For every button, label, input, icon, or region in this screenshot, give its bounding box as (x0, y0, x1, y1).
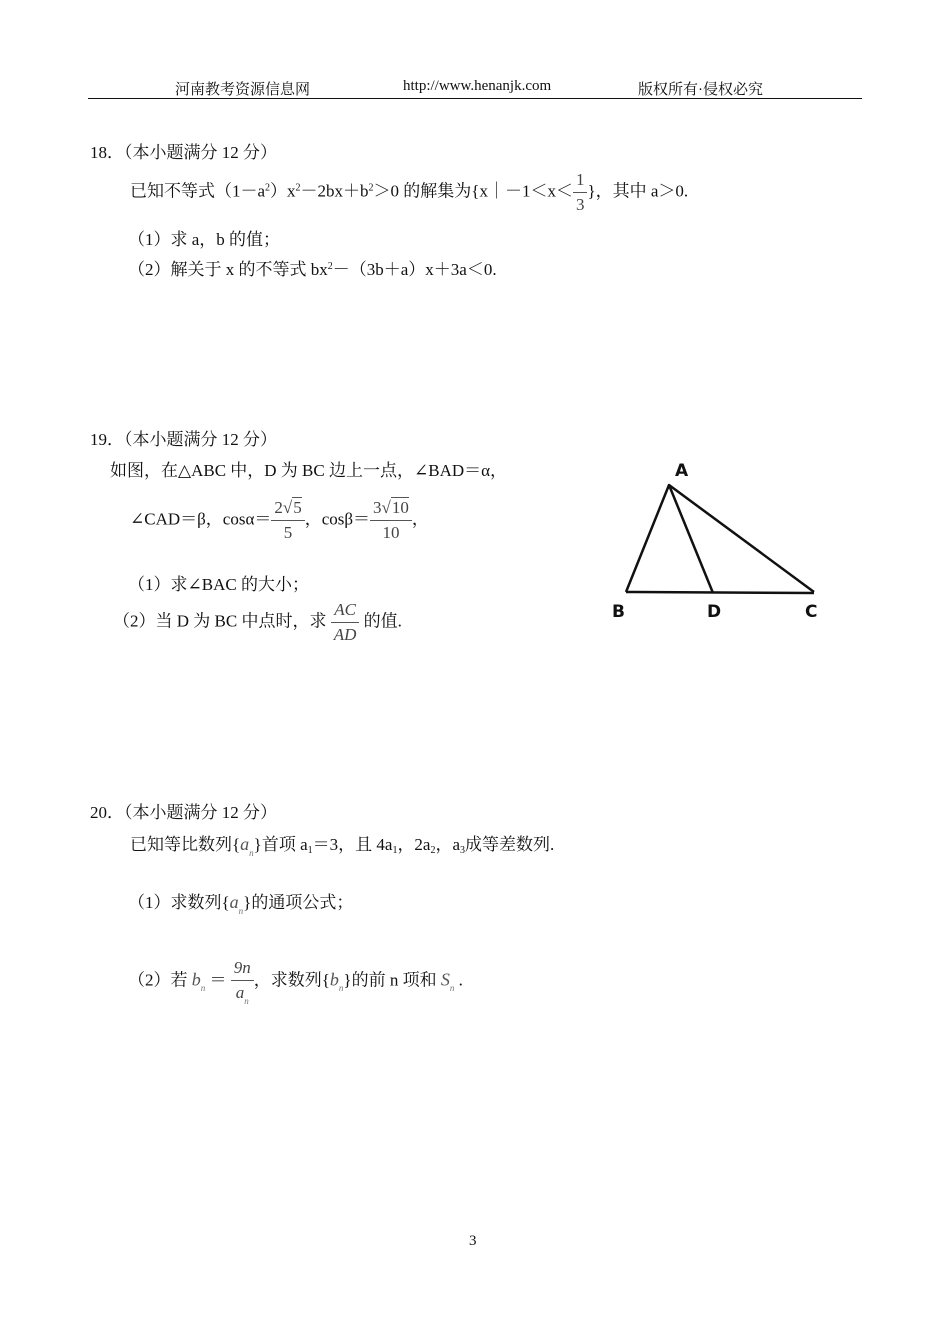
q19-part1: （1）求∠BAC 的大小； (128, 575, 309, 594)
q20-b-fraction: $\frac{9n}{a_n}$ (231, 956, 254, 1007)
q20-title: 20．（本小题满分 12 分） (90, 803, 277, 822)
q19-ratio-fraction: $\frac{AC}{AD}$ (331, 598, 360, 647)
triangle-sides (626, 485, 814, 592)
header-rule (88, 98, 862, 99)
header-site-name: 河南教考资源信息网 (175, 82, 311, 98)
vertex-label-b: B (612, 602, 625, 622)
segment-bc (626, 592, 814, 593)
q19-cos-alpha-fraction: $\frac{2√5}{5}$ (271, 496, 304, 545)
triangle-figure (600, 450, 840, 630)
q20-part1: （1）求数列$\{a_n\}$的通项公式； (128, 892, 354, 916)
header-url[interactable]: http://www.henanjk.com (403, 78, 552, 94)
q19-title: 19．（本小题满分 12 分） (90, 430, 277, 449)
q19-part2: （2）当 D 为 BC 中点时，求 $\frac{AC}{AD}$ 的值. (113, 598, 402, 647)
vertex-label-d: D (707, 602, 722, 622)
q18-part2: （2）解关于 x 的不等式 $bx^2-(3b+a)x+3a<0$. (128, 260, 497, 279)
page-number: 3 (469, 1233, 477, 1249)
q20-stem: 已知等比数列$\{a_n\}$首项 $a_1=3$，且 $4a_1$，$2a_2$，$a_3$成等差数列. (130, 834, 555, 858)
q19-line2: ∠CAD＝β，cosα＝ $\frac{2√5}{5}$ ，cosβ＝ $\frac{3√10}{10}$ ， (130, 496, 429, 545)
q18-part1: （1）求 a，b 的值； (128, 230, 281, 249)
q20-part2: （2）若 $b_n$ ＝ $\frac{9n}{a_n}$ ，求数列$\{b_n\}$的前 n 项和 $S_n$ . (128, 958, 463, 1006)
q19-cos-beta-fraction: $\frac{3√10}{10}$ (370, 496, 412, 545)
q18-fraction-one-third: $\frac{1}{3}$ (573, 168, 588, 217)
vertex-label-c: C (805, 602, 818, 622)
q19-line1: 如图，在△ABC 中，D 为 BC 边上一点，∠BAD＝α， (110, 461, 508, 480)
vertex-label-a: A (675, 461, 689, 481)
q18-stem: 已知不等式$(1-a^2)x^2-2bx+b^2>0$ 的解集为{x｜－1＜x＜ $\frac{1}{3}$ }，其中 a＞0. (130, 168, 688, 217)
q18-title: 18．（本小题满分 12 分） (90, 143, 277, 162)
header-rights: 版权所有·侵权必究 (638, 82, 763, 98)
